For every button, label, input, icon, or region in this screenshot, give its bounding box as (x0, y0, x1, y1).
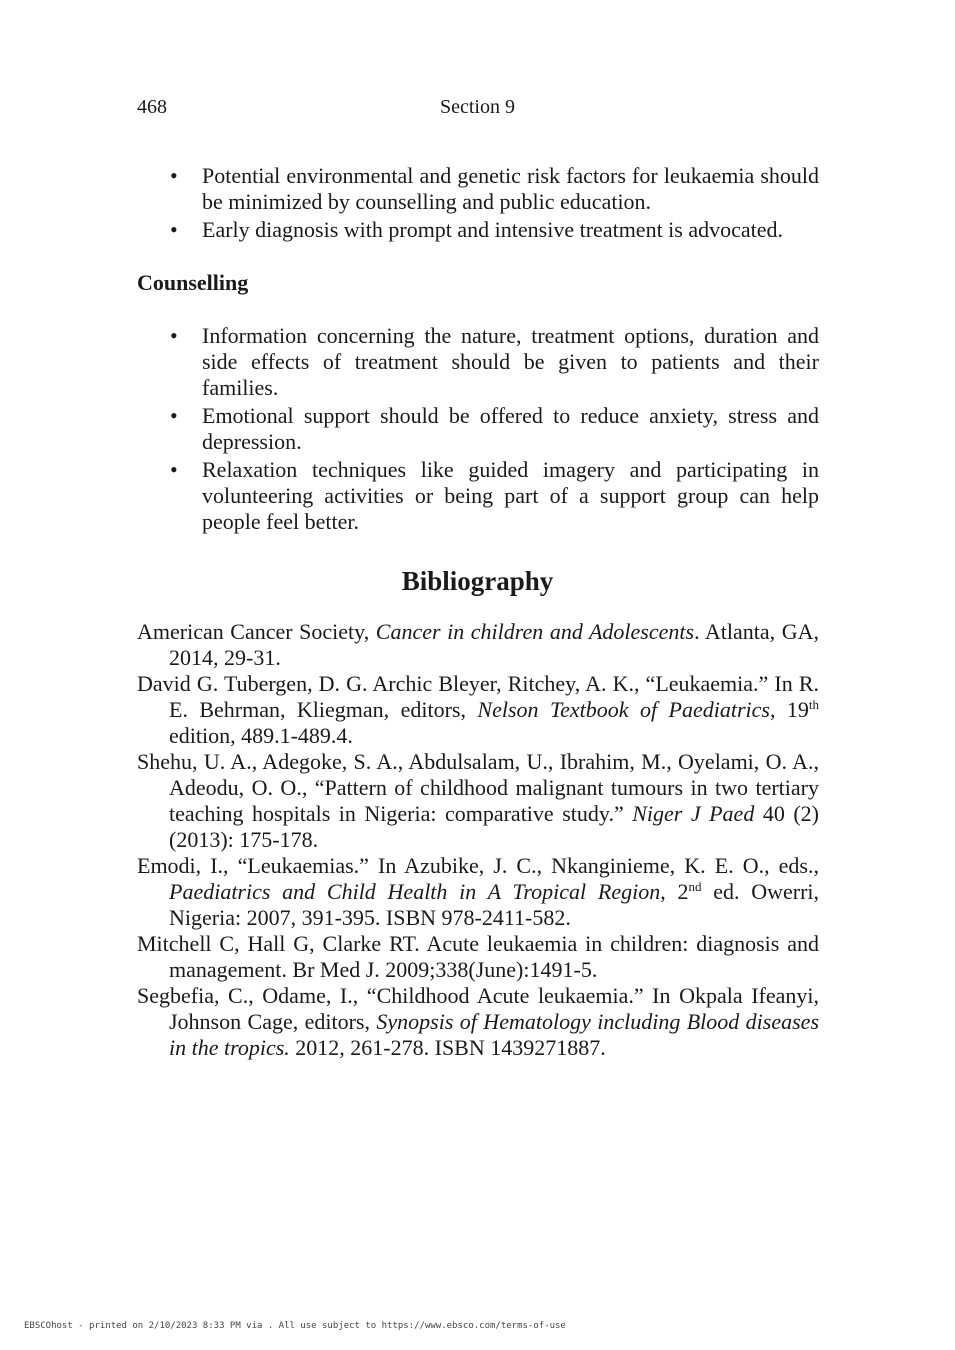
list-item (137, 217, 819, 243)
bullet-icon: • (170, 403, 178, 428)
entry-text: 2012, 261-278. ISBN 1439271887. (289, 1035, 606, 1060)
entry-text: . Atlanta, GA, 2014, 29-31. (169, 619, 819, 670)
risk-factor-list (137, 163, 819, 243)
ordinal-suffix: th (808, 697, 819, 712)
list-item (137, 163, 819, 215)
entry-text: Emodi, I., “Leukaemias.” In Azubike, J. C., Nkanginieme, K. E. O., eds., (137, 853, 819, 878)
entry-title: Cancer in children and Adolescents (375, 619, 695, 644)
entry-text: 40 (2) (2013): 175-178. (169, 801, 819, 852)
entry-text: ed. Owerri, Nigeria: 2007, 391-395. ISBN 978-2411-582. (169, 879, 820, 930)
list-item-text: Information concerning the nature, treatment options, duration and side effects of treatment should be given to patients and their families. (202, 323, 819, 400)
entry-title: Niger J Paed (632, 801, 755, 826)
list-item-text: Emotional support should be offered to reduce anxiety, stress and depression. (202, 403, 819, 454)
list-item-text: Early diagnosis with prompt and intensive treatment is advocated. (202, 217, 784, 242)
bibliography-entry (137, 983, 819, 1061)
bibliography-list (137, 619, 819, 1061)
page-number: 468 (137, 96, 167, 118)
list-item (137, 403, 819, 455)
entry-title: Nelson Textbook of Paediatrics (477, 697, 770, 722)
bibliography-entry (137, 931, 819, 983)
bullet-icon: • (170, 323, 178, 348)
list-item-text: Relaxation techniques like guided imagery and participating in volunteering activities or being part of a support group can help people feel better. (202, 457, 819, 534)
entry-text: David G. Tubergen, D. G. Archic Bleyer, Ritchey, A. K., “Leukaemia.” In R. E. Behrman, Kliegman, editors, (137, 671, 819, 722)
print-footer: EBSCOhost - printed on 2/10/2023 8:33 PM via . All use subject to https://www.ebsco.com/terms-of-use (24, 1321, 566, 1331)
list-item (137, 457, 819, 535)
entry-text: American Cancer Society, (137, 619, 376, 644)
entry-text: , 19 (769, 697, 809, 722)
counselling-heading: Counselling (137, 270, 249, 295)
entry-text: edition, 489.1-489.4. (169, 723, 353, 748)
entry-text: Mitchell C, Hall G, Clarke RT. Acute leukaemia in children: diagnosis and management. Br Med J. 2009;338(June):1491-5. (137, 931, 819, 982)
entry-text: Segbefia, C., Odame, I., “Childhood Acute leukaemia.” In Okpala Ifeanyi, Johnson Cage, editors, (137, 983, 819, 1034)
bullet-icon: • (170, 217, 178, 242)
running-head: Section 9 (440, 96, 515, 118)
bullet-icon: • (170, 163, 178, 188)
ordinal-suffix: nd (688, 879, 702, 894)
entry-title: Synopsis of Hematology including Blood diseases in the tropics. (169, 1009, 820, 1060)
bibliography-entry (137, 671, 819, 749)
bibliography-entry (137, 619, 819, 671)
bullet-icon: • (170, 457, 178, 482)
list-item-text: Potential environmental and genetic risk factors for leukaemia should be minimized by counselling and public education. (202, 163, 819, 214)
bibliography-entry (137, 749, 819, 853)
entry-text: Shehu, U. A., Adegoke, S. A., Abdulsalam, U., Ibrahim, M., Oyelami, O. A., Adeodu, O. O., “Pattern of childhood malignant tumours in two tertiary teaching hospitals in Nigeria: comparative study.” (137, 749, 819, 826)
counselling-list (137, 323, 819, 535)
list-item (137, 323, 819, 401)
bibliography-heading: Bibliography (401, 566, 554, 596)
bibliography-entry (137, 853, 819, 931)
entry-text: , 2 (660, 879, 689, 904)
entry-title: Paediatrics and Child Health in A Tropical Region (169, 879, 661, 904)
